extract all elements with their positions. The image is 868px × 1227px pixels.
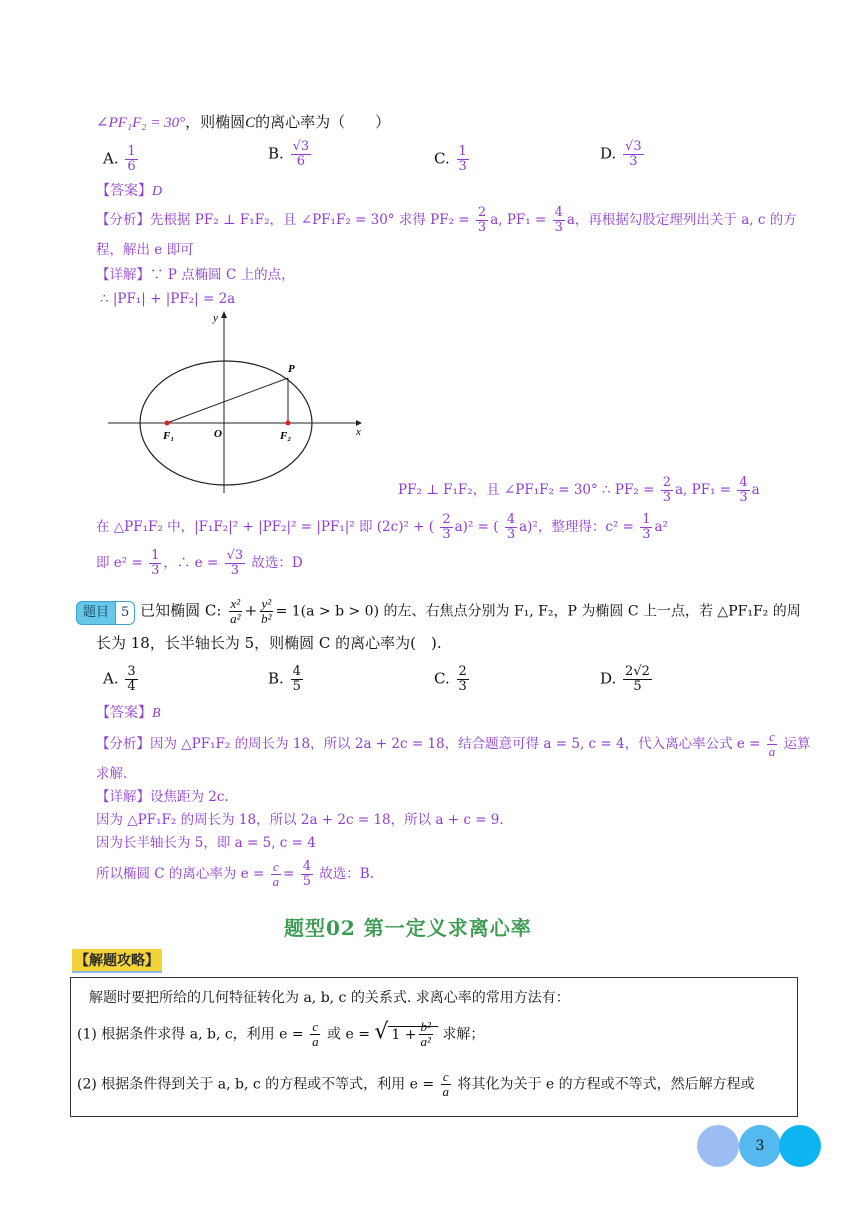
fraction [271, 860, 282, 889]
denominator: a [312, 1034, 319, 1049]
strategy-line2 [77, 1020, 484, 1049]
strategy-box [70, 977, 798, 1117]
denominator: 5 [302, 874, 311, 889]
q4-answer [96, 181, 162, 202]
analysis-text: a，再根据勾股定理列出关于 a, c 的方 [566, 212, 797, 228]
numerator: √3 [226, 548, 244, 563]
denominator: b² [261, 611, 272, 626]
denominator: 3 [642, 527, 651, 542]
answer-value: B [152, 706, 161, 721]
x-axis-label: x [356, 426, 361, 438]
denominator: a [442, 1084, 449, 1099]
denominator: 5 [292, 679, 301, 694]
detail-text: PF₂ ⊥ F₁F₂，且 ∠PF₁F₂ = 30° ∴ PF₂ = [398, 482, 655, 498]
denominator: 3 [629, 154, 638, 169]
stem-text: 已知椭圆 C: [140, 601, 222, 620]
q4-option-b[interactable] [268, 140, 313, 169]
detail-text: 在 △PF₁F₂ 中，|F₁F₂|² + |PF₂|² = |PF₁|² 即 (2c)² + ( [96, 519, 435, 535]
q4-option-a[interactable] [103, 145, 140, 174]
option-label: C. [434, 149, 450, 168]
numerator: 4 [739, 475, 748, 490]
ellipse-figure [108, 308, 368, 498]
denominator: a² [420, 1034, 431, 1049]
analysis-label: 【分析】 [96, 736, 150, 752]
strategy-line3 [77, 1070, 755, 1099]
detail-label: 【详解】 [96, 789, 150, 805]
q4-stem-suffix: 的离心率为（ ） [255, 113, 391, 131]
denominator: 3 [506, 527, 516, 542]
fraction [767, 730, 778, 759]
denominator: 3 [662, 490, 671, 505]
denominator: 5 [633, 679, 642, 694]
sqrt-icon: √ [374, 1019, 389, 1045]
option-label: A. [103, 669, 119, 688]
strategy-text: (2) 根据条件得到关于 a, b, c 的方程或不等式，利用 e = [77, 1076, 435, 1093]
page-deco-circle-right [779, 1125, 821, 1167]
fraction [149, 549, 161, 578]
detail-text: a, PF₁ = [674, 482, 732, 498]
option-fraction [125, 145, 137, 174]
question-badge [76, 601, 135, 625]
option-label: B. [268, 144, 284, 163]
detail-text: 故选：B. [319, 866, 374, 882]
numerator: 2√2 [625, 664, 650, 679]
detail-text: = [283, 866, 295, 882]
q4-triangle-line [96, 513, 668, 542]
analysis-text: 运算 [783, 736, 811, 752]
detail-text: 故选：D [247, 555, 303, 571]
denominator: 3 [554, 220, 563, 235]
origin-label: O [214, 428, 222, 440]
option-label: D. [600, 669, 617, 688]
denominator: 3 [477, 220, 487, 235]
answer-label: 【答案】 [96, 183, 152, 199]
strategy-text: 1 + [391, 1026, 417, 1043]
numerator: x² [230, 596, 241, 611]
numerator: 4 [292, 664, 301, 679]
detail-text: a² [654, 519, 668, 535]
numerator: 1 [127, 144, 136, 159]
badge-number: 5 [116, 601, 135, 625]
denominator: 6 [127, 159, 136, 174]
denominator: a² [230, 611, 241, 626]
numerator: c [272, 859, 279, 874]
denominator: 4 [127, 679, 136, 694]
fraction [225, 549, 246, 578]
numerator: b² [420, 1019, 431, 1034]
detail-text: ，∴ e = [163, 555, 219, 571]
numerator: 2 [442, 512, 451, 527]
point-p-label: P [288, 363, 295, 375]
q4-detail-line1 [96, 265, 295, 285]
q5-option-a[interactable] [103, 665, 140, 694]
numerator: c [312, 1019, 319, 1034]
fraction [228, 597, 242, 626]
numerator: 4 [506, 512, 516, 527]
page-number: 3 [755, 1138, 765, 1154]
detail-text: 所以椭圆 C 的离心率为 e = [96, 866, 265, 882]
denominator: 3 [230, 563, 239, 578]
option-label: D. [600, 144, 617, 163]
focus-f1-label: F₁ [163, 430, 175, 442]
q4-result-line [96, 549, 303, 578]
strategy-text: 或 e = [327, 1026, 370, 1043]
strategy-text: 求解； [442, 1026, 485, 1043]
option-label: C. [434, 669, 450, 688]
strategy-text: (1) 根据条件求得 a, b, c，利用 e = [77, 1026, 304, 1043]
q4-option-c[interactable] [434, 145, 471, 174]
y-axis-label: y [213, 312, 218, 324]
numerator: 4 [302, 859, 311, 874]
numerator: c [769, 729, 775, 744]
q5-stem-line1: 题目 5 已知椭圆 C: $\frac{\text{x²}}{\text{a²}}$ + $\frac{\text{y²}}{\text{b²}}$ = 1(a > b > 0) 的左、右焦点分别为 F₁, F₂，P 为椭圆 C 上一点，若 △PF₁F₂ 的周 [76, 597, 801, 626]
detail-text: a)² = ( [454, 519, 499, 535]
option-fraction [623, 140, 644, 169]
numerator: c [442, 1069, 449, 1084]
q4-analysis-line2: 程，解出 e 即可 [96, 242, 194, 258]
numerator: 2 [477, 205, 487, 220]
stem-text: = 1(a > b > 0) 的左、右焦点分别为 F₁, F₂，P 为椭圆 C 上一点，若 △PF₁F₂ 的周 [275, 603, 801, 620]
detail-text: a)²，整理得：c² = [519, 519, 634, 535]
denominator: 3 [458, 159, 467, 174]
fraction [553, 206, 565, 235]
numerator: √3 [292, 139, 310, 154]
fraction [419, 1020, 433, 1049]
detail-label: 【详解】 [96, 267, 150, 283]
q5-detail-line1 [96, 787, 229, 807]
segment-f1-p [167, 378, 288, 423]
sqrt-content [388, 1019, 438, 1049]
q5-detail-line3: 因为长半轴长为 5，即 a = 5, c = 4 [96, 835, 316, 851]
q5-answer [96, 703, 161, 724]
q5-stem-line2: 长为 18，长半轴长为 5，则椭圆 C 的离心率为( ). [96, 634, 442, 652]
option-fraction [457, 665, 469, 694]
option-label: A. [103, 149, 119, 168]
strategy-line1: 解题时要把所给的几何特征转化为 a, b, c 的关系式. 求离心率的常用方法有： [89, 990, 570, 1006]
option-label: B. [268, 669, 284, 688]
option-fraction [457, 145, 469, 174]
q4-stem [96, 112, 390, 133]
numerator: 2 [662, 475, 671, 490]
option-fraction [291, 665, 303, 694]
q4-stem-text: ，则椭圆 [185, 113, 246, 131]
fraction [310, 1020, 321, 1049]
q4-detail-line2: ∴ |PF₁| + |PF₂| = 2a [100, 291, 236, 307]
numerator: 1 [151, 548, 160, 563]
numerator: 1 [642, 512, 651, 527]
q4-option-d[interactable] [600, 140, 646, 169]
q4-figure-line [398, 476, 760, 505]
fraction [505, 513, 517, 542]
fraction [259, 597, 273, 626]
numerator: 3 [127, 664, 136, 679]
analysis-label: 【分析】 [96, 212, 150, 228]
fraction [476, 206, 488, 235]
numerator: 2 [458, 664, 467, 679]
fraction [640, 513, 652, 542]
numerator: 1 [458, 144, 467, 159]
section-title: 题型02 第一定义求离心率 [284, 916, 532, 940]
q4-analysis-line1 [96, 206, 797, 235]
detail-text: 即 e² = [96, 555, 143, 571]
strategy-text: 将其化为关于 e 的方程或不等式，然后解方程或 [457, 1076, 755, 1093]
page-deco-circle-left [697, 1125, 739, 1167]
y-axis-arrow-icon [221, 311, 227, 318]
q4-stem-angle: ∠PF₁F₂ = 30° [96, 115, 186, 131]
denominator: 3 [442, 527, 451, 542]
fraction [737, 476, 749, 505]
numerator: 4 [554, 205, 563, 220]
denominator: 3 [739, 490, 748, 505]
analysis-text: a, PF₁ = [490, 212, 547, 228]
strategy-tag: 【解题攻略】 [72, 949, 162, 973]
focus-f1-dot [165, 421, 170, 426]
focus-f2-label: F₂ [280, 430, 292, 442]
numerator: y² [261, 596, 272, 611]
answer-label: 【答案】 [96, 705, 152, 721]
fraction [440, 513, 452, 542]
detail-text: ∵ P 点椭圆 C 上的点， [150, 267, 295, 283]
option-fraction [623, 665, 652, 694]
analysis-text: 先根据 PF₂ ⊥ F₁F₂，且 ∠PF₁F₂ = 30° 求得 PF₂ = [150, 212, 470, 228]
denominator: 3 [151, 563, 160, 578]
q5-option-c[interactable] [434, 665, 471, 694]
denominator: a [768, 744, 776, 759]
detail-text: 设焦距为 2c. [150, 789, 229, 805]
q5-analysis-line1 [96, 730, 811, 759]
page-deco-circle-middle [739, 1125, 781, 1167]
option-fraction [291, 140, 312, 169]
option-fraction [125, 665, 137, 694]
denominator: 6 [296, 154, 305, 169]
fraction [301, 860, 313, 889]
q5-analysis-line2: 求解. [96, 766, 128, 782]
denominator: 3 [458, 679, 467, 694]
q5-detail-line2: 因为 △PF₁F₂ 的周长为 18，所以 2a + 2c = 18，所以 a + c = 9. [96, 812, 504, 828]
fraction [661, 476, 673, 505]
focus-f2-dot [286, 421, 291, 426]
q5-detail-line4 [96, 860, 374, 889]
q4-stem-c: C [245, 115, 256, 131]
analysis-text: 因为 △PF₁F₂ 的周长为 18，所以 2a + 2c = 18，结合题意可得 a = 5, c = 4，代入离心率公式 e = [150, 736, 761, 752]
numerator: √3 [625, 139, 642, 154]
badge-label: 题目 [76, 601, 116, 625]
q5-option-d[interactable] [600, 665, 654, 694]
q5-option-b[interactable] [268, 665, 305, 694]
fraction [441, 1070, 452, 1099]
denominator: a [272, 874, 280, 889]
answer-value: D [152, 184, 163, 199]
detail-text: a [751, 482, 760, 498]
